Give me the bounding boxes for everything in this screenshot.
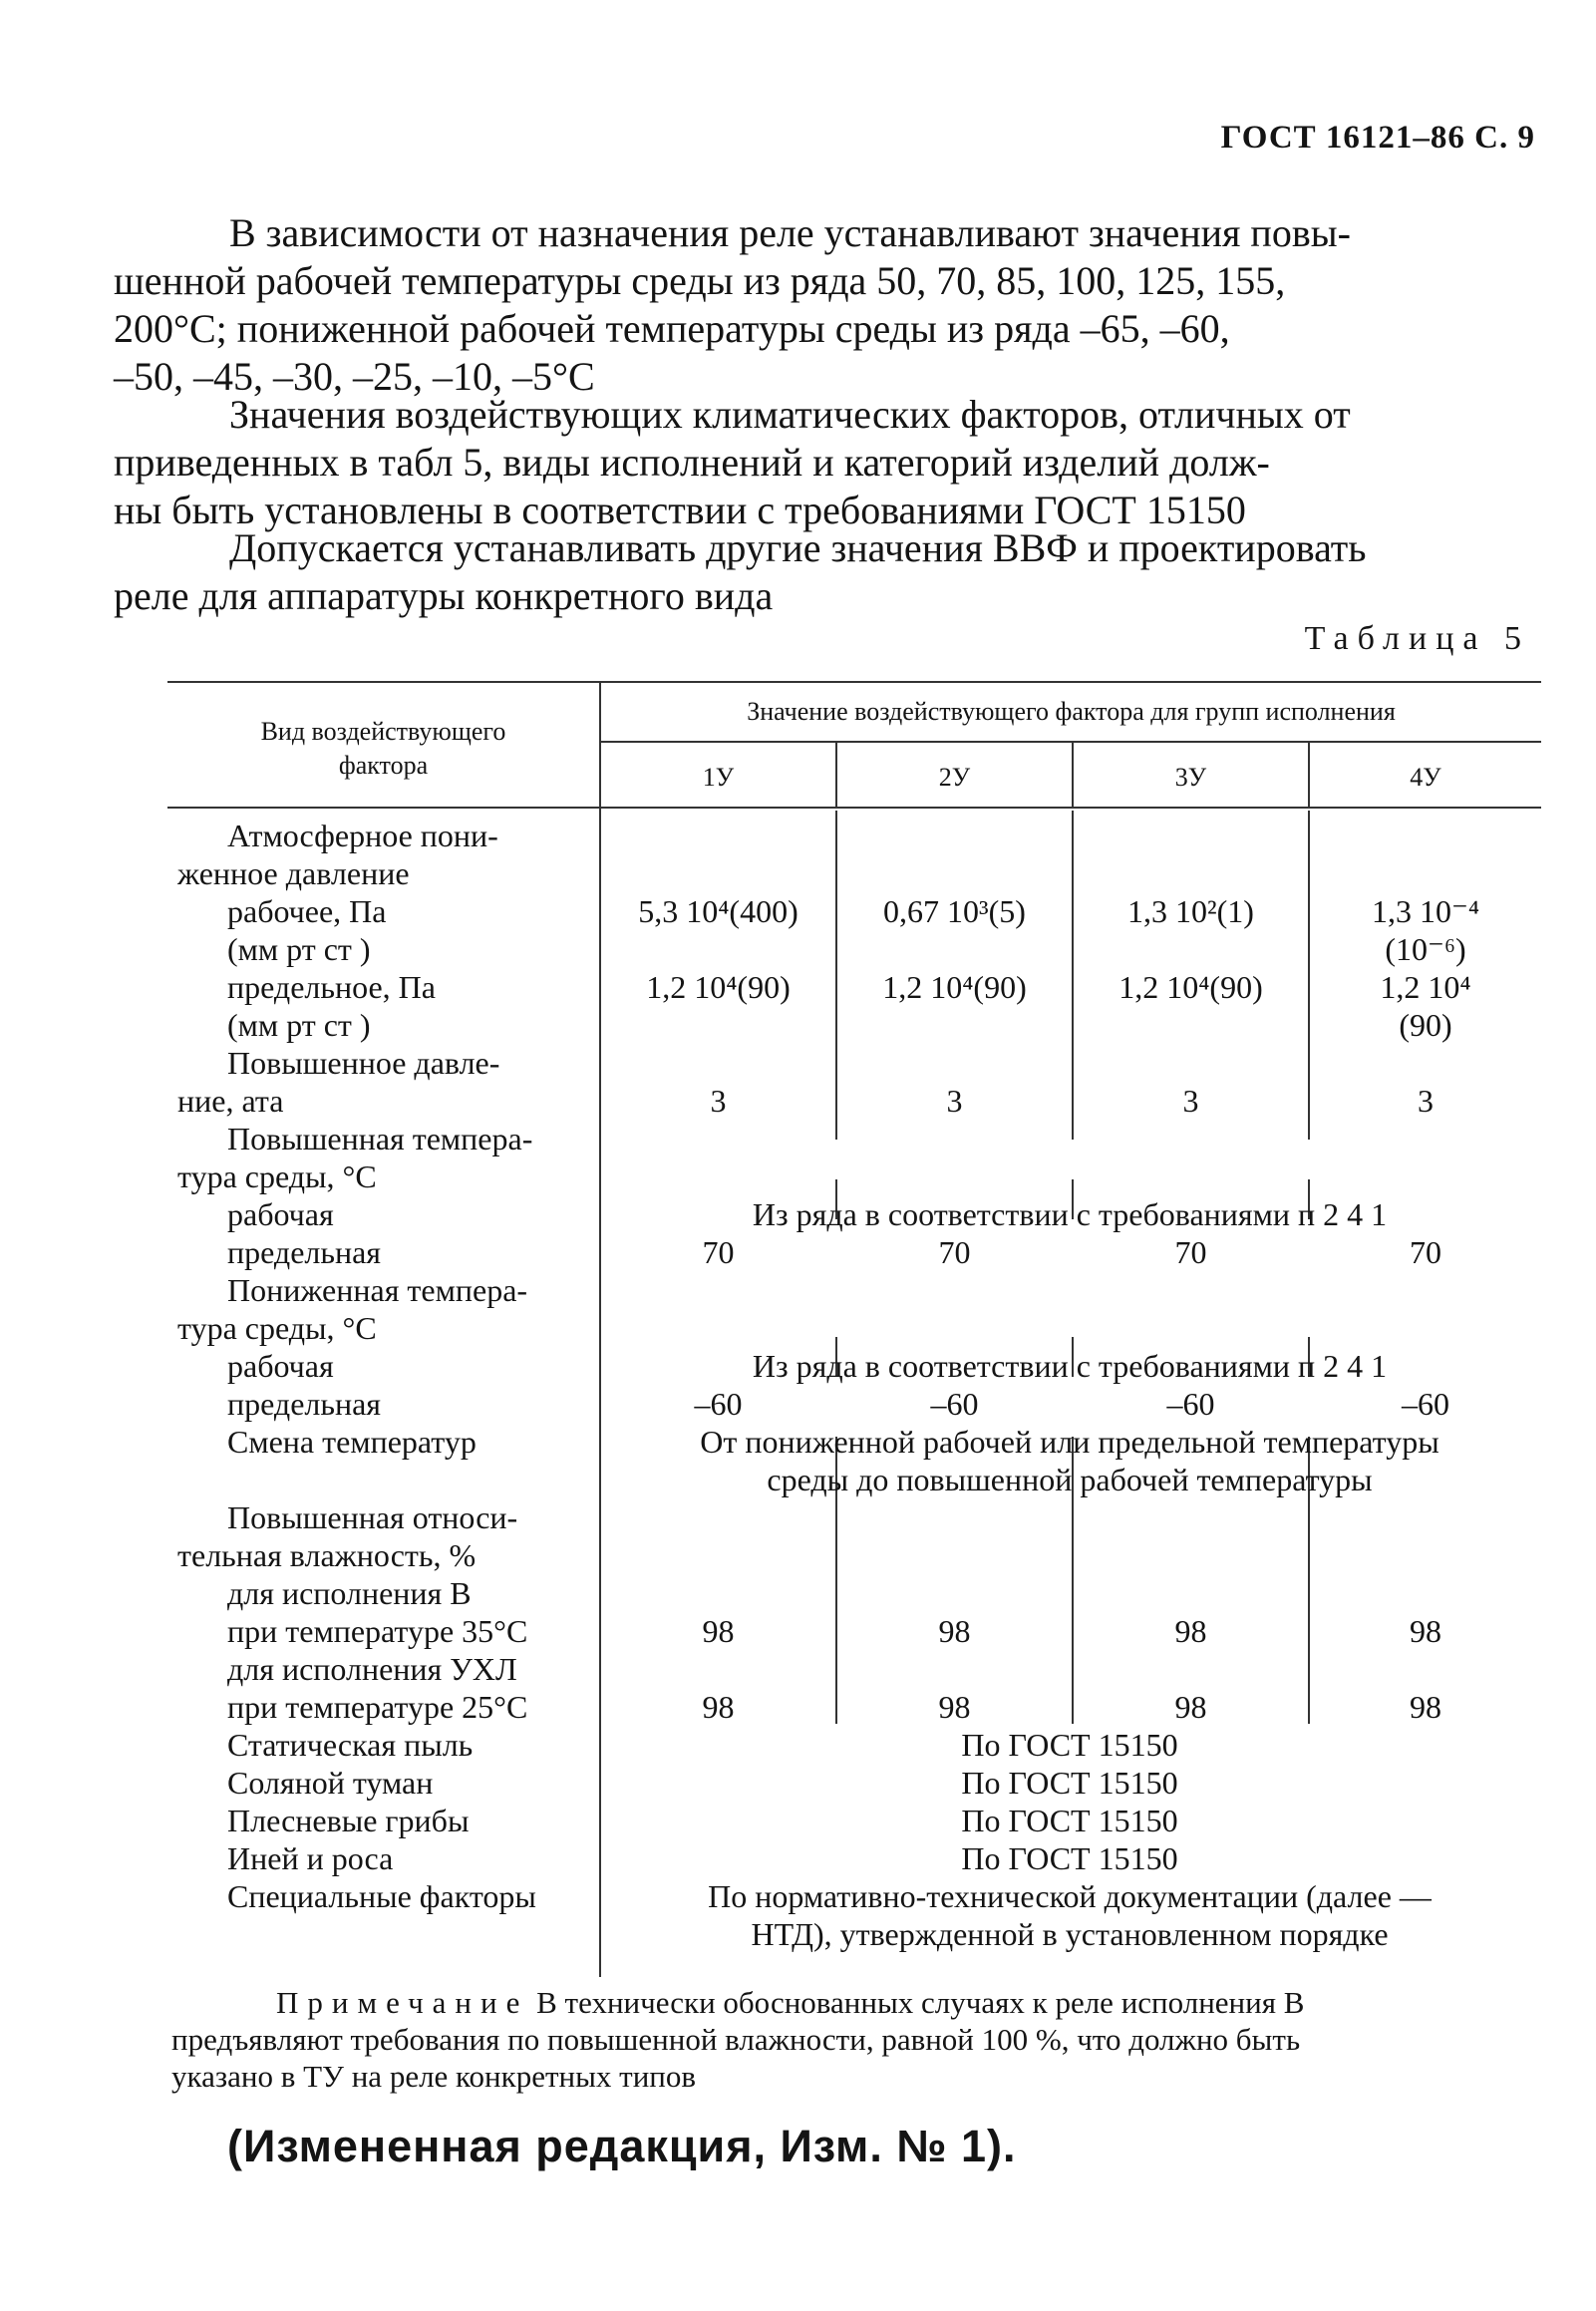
value-cell: 98 <box>702 1689 735 1725</box>
value-cell: 70 <box>938 1234 971 1270</box>
paragraph-2 <box>114 391 1537 534</box>
value-cell: 98 <box>1174 1613 1207 1649</box>
row-label: Плесневые грибы <box>227 1803 470 1838</box>
spanning-value: НТД), утвержденной в установленном порядке <box>751 1916 1389 1952</box>
row-label: женное давление <box>177 855 410 891</box>
row-label: при температуре 35°С <box>227 1613 528 1649</box>
value-cell: (90) <box>1399 1007 1452 1043</box>
value-cell: 3 <box>710 1083 727 1119</box>
value-cell: 3 <box>1182 1083 1199 1119</box>
value-cell: 98 <box>1410 1689 1441 1725</box>
paragraph-line: ны быть установлены в соответствии с требованиями ГОСТ 15150 <box>114 488 1246 532</box>
paragraph-line: Значения воздействующих климатических факторов, отличных от <box>229 392 1351 437</box>
value-cell: 1,3 10²(1) <box>1127 893 1254 929</box>
value-cell: 70 <box>1410 1234 1441 1270</box>
value-cell: 1,2 10⁴(90) <box>1118 969 1263 1005</box>
note-label: Примечание <box>276 1985 529 2020</box>
spanning-value: среды до повышенной рабочей температуры <box>767 1462 1373 1497</box>
row-label: Иней и роса <box>227 1840 394 1876</box>
paragraph-1 <box>114 209 1537 401</box>
group-header-2u: 2У <box>938 763 971 792</box>
row-label: Повышенная относи- <box>227 1499 518 1535</box>
spanning-value: От пониженной рабочей или предельной температуры <box>700 1424 1439 1460</box>
group-header-4u: 4У <box>1410 763 1441 792</box>
row-label: (мм рт ст ) <box>227 1007 371 1043</box>
paragraph-line: приведенных в табл 5, виды исполнений и категорий изделий долж- <box>114 440 1270 485</box>
row-label: Статическая пыль <box>227 1727 474 1763</box>
value-cell: 98 <box>1174 1689 1207 1725</box>
row-label: Специальные факторы <box>227 1878 536 1914</box>
row-label: Атмосферное пони- <box>227 818 498 853</box>
value-cell: (10⁻⁶) <box>1385 931 1466 967</box>
paragraph-line: реле для аппаратуры конкретного вида <box>114 573 774 618</box>
paragraph-line: шенной рабочей температуры среды из ряда 50, 70, 85, 100, 125, 155, <box>114 258 1286 303</box>
row-label: рабочее, Па <box>227 893 387 929</box>
paragraph-3 <box>114 524 1537 620</box>
amendment-note: (Измененная редакция, Изм. № 1). <box>227 2121 1017 2171</box>
table-header-bottom-rule <box>167 807 1541 809</box>
value-cell: 70 <box>702 1234 735 1270</box>
value-cell: –60 <box>1402 1386 1449 1422</box>
spanning-value: По ГОСТ 15150 <box>961 1840 1178 1876</box>
spanning-value: Из ряда в соответствии с требованиями п 2 4 1 <box>752 1196 1388 1232</box>
paragraph-line: Допускается устанавливать другие значения ВВФ и проектировать <box>229 525 1367 570</box>
spanning-value: По ГОСТ 15150 <box>961 1803 1178 1838</box>
row-label: тура среды, °С <box>177 1310 377 1346</box>
row-label: при температуре 25°С <box>227 1689 528 1725</box>
note-text: указано в ТУ на реле конкретных типов <box>171 2059 697 2094</box>
value-cell: 1,2 10⁴(90) <box>882 969 1027 1005</box>
table-note <box>171 1984 1537 2095</box>
row-label: Пониженная темпера- <box>227 1272 528 1308</box>
value-cell: 1,2 10⁴ <box>1380 969 1471 1005</box>
value-cell: 98 <box>702 1613 735 1649</box>
row-label: рабочая <box>227 1348 334 1384</box>
paragraph-line: В зависимости от назначения реле устанавливают значения повы- <box>229 210 1351 255</box>
page-header: ГОСТ 16121–86 С. 9 <box>1220 120 1535 156</box>
value-cell: 98 <box>938 1613 971 1649</box>
note-text: В технически обоснованных случаях к реле исполнения В <box>528 1985 1305 2020</box>
value-cell: 1,2 10⁴(90) <box>646 969 791 1005</box>
value-cell: 5,3 10⁴(400) <box>638 893 798 929</box>
row-label: рабочая <box>227 1196 334 1232</box>
group-values-header: Значение воздействующего фактора для групп исполнения <box>747 697 1396 726</box>
value-cell: 1,3 10⁻⁴ <box>1371 893 1480 929</box>
paragraph-line: 200°С; пониженной рабочей температуры среды из ряда –65, –60, <box>114 306 1230 351</box>
note-text: предъявляют требования по повышенной влажности, равной 100 %, что должно быть <box>171 2022 1301 2057</box>
factor-column-header <box>167 715 599 783</box>
value-cell: –60 <box>694 1386 743 1422</box>
row-label: Повышенное давле- <box>227 1045 500 1081</box>
value-cell: 98 <box>938 1689 971 1725</box>
row-label: для исполнения В <box>227 1575 472 1611</box>
table-caption: Таблица 5 <box>1304 620 1530 657</box>
value-cell: 3 <box>1418 1083 1434 1119</box>
spanning-value: По нормативно-технической документации (далее — <box>708 1878 1432 1914</box>
row-label: тельная влажность, % <box>177 1537 477 1573</box>
value-cell: –60 <box>1166 1386 1215 1422</box>
spanning-value: По ГОСТ 15150 <box>961 1727 1178 1763</box>
row-label: ние, ата <box>177 1083 284 1119</box>
climate-factors-table <box>167 681 1541 1987</box>
row-label: Повышенная темпера- <box>227 1121 533 1156</box>
value-cell: 70 <box>1174 1234 1207 1270</box>
row-label: Смена температур <box>227 1424 477 1460</box>
value-cell: 3 <box>946 1083 963 1119</box>
value-cell: 98 <box>1410 1613 1441 1649</box>
factor-header-line: фактора <box>338 751 429 780</box>
row-label: предельная <box>227 1234 381 1270</box>
factor-header-line: Вид воздействующего <box>260 717 506 746</box>
spanning-value: Из ряда в соответствии с требованиями п 2 4 1 <box>752 1348 1388 1384</box>
row-label: тура среды, °С <box>177 1158 377 1194</box>
group-header-3u: 3У <box>1174 763 1207 792</box>
row-label: для исполнения УХЛ <box>227 1651 517 1687</box>
table-top-rule <box>167 681 1541 683</box>
table-header-rule <box>599 741 1541 743</box>
group-header-1u: 1У <box>702 763 735 792</box>
paragraph-line: –50, –45, –30, –25, –10, –5°С <box>114 354 595 399</box>
row-label: предельное, Па <box>227 969 436 1005</box>
value-cell: –60 <box>930 1386 979 1422</box>
row-label: предельная <box>227 1386 381 1422</box>
spanning-value: По ГОСТ 15150 <box>961 1765 1178 1801</box>
row-label: Соляной туман <box>227 1765 434 1801</box>
row-label: (мм рт ст ) <box>227 931 371 967</box>
value-cell: 0,67 10³(5) <box>883 893 1026 929</box>
